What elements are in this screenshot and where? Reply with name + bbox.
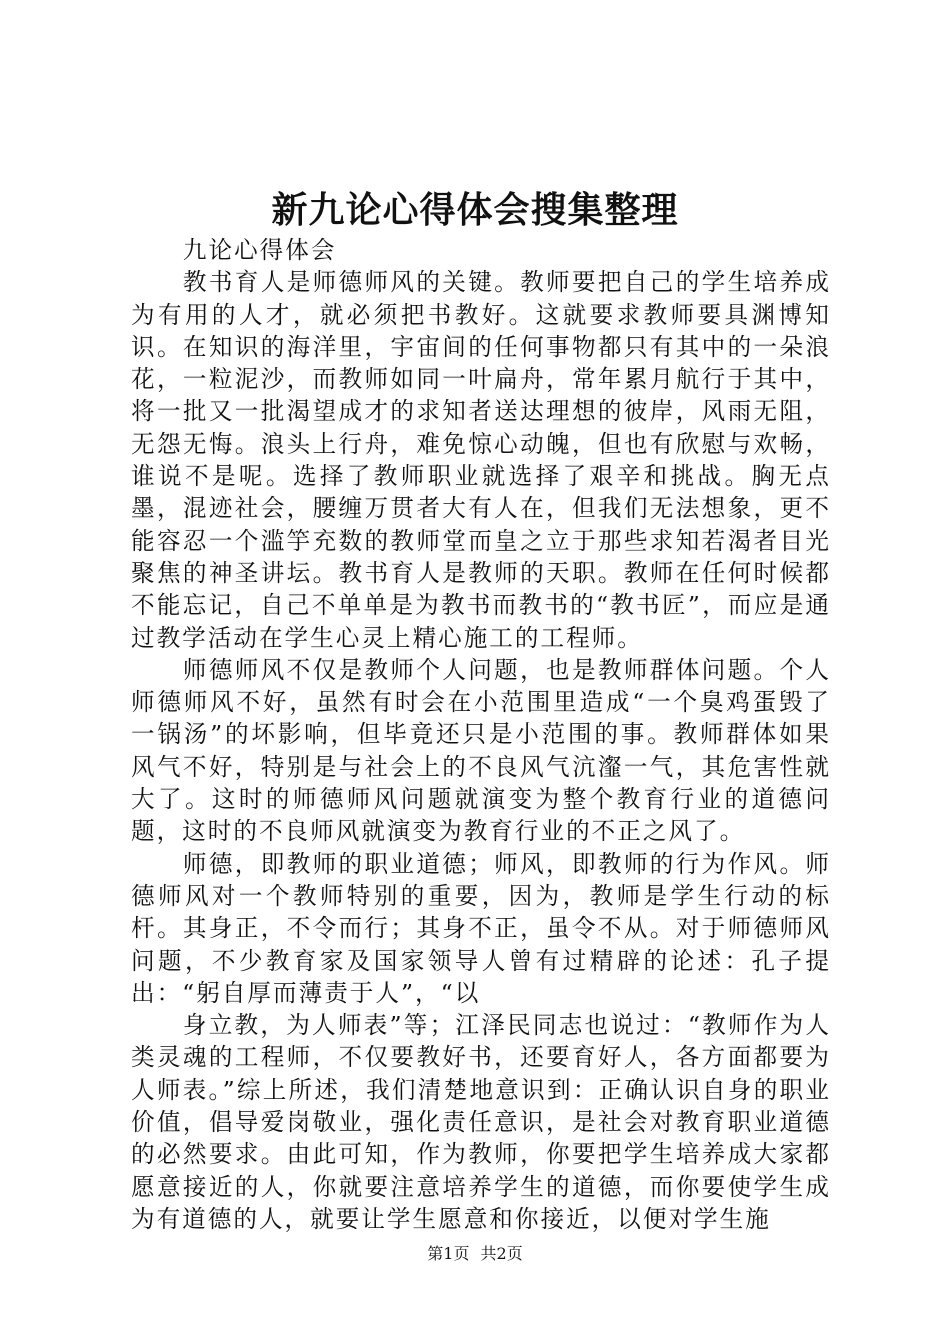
paragraph: 教书育人是师德师风的关键。教师要把自己的学生培养成为有用的人才，就必须把书教好。这就要求教师要具渊博知识。在知识的海洋里，宇宙间的任何事物都只有其中的一朵浪花，一粒泥沙，而教师如同一叶扁舟，常年累月航行于其中，将一批又一批渴望成才的求知者送达理想的彼岸，风雨无阻，无怨无悔。浪头上行舟，难免惊心动魄，但也有欣慰与欢畅，谁说不是呢。选择了教师职业就选择了艰辛和挑战。胸无点墨，混迹社会，腰缠万贯者大有人在，但我们无法想象，更不能容忍一个滥竽充数的教师堂而皇之立于那些求知若渴者目光聚焦的神圣讲坛。教书育人是教师的天职。教师在任何时候都不能忘记，自己不单单是为教书而教书的“教书匠”，而应是通过教学活动在学生心灵上精心施工的工程师。 [131, 268, 831, 652]
page-total: 共2页 [480, 1244, 523, 1263]
paragraph: 师德师风不仅是教师个人问题，也是教师群体问题。个人师德师风不好，虽然有时会在小范围里造成“一个臭鸡蛋毁了一锅汤”的坏影响，但毕竟还只是小范围的事。教师群体如果风气不好，特别是与社会上的不良风气沆瀣一气，其危害性就大了。这时的师德师风问题就演变为整个教育行业的道德问题，这时的不良师风就演变为教育行业的不正之风了。 [131, 655, 831, 846]
page-footer [0, 1243, 950, 1265]
paragraph: 身立教，为人师表”等；江泽民同志也说过：“教师作为人类灵魂的工程师，不仅要教好书，还要育好人，各方面都要为人师表。”综上所述，我们清楚地意识到：正确认识自身的职业价值，倡导爱岗敬业，强化责任意识，是社会对教育职业道德的必然要求。由此可知，作为教师，你要把学生培养成大家都愿意接近的人，你就要注意培养学生的道德，而你要使学生成为有道德的人，就要让学生愿意和你接近，以便对学生施 [131, 1011, 831, 1233]
document-body [131, 234, 831, 1235]
paragraph: 师德，即教师的职业道德；师风，即教师的行为作风。师德师风对一个教师特别的重要，因为，教师是学生行动的标杆。其身正，不令而行；其身不正，虽令不从。对于师德师风问题，不少教育家及国家领导人曾有过精辟的论述：孔子提出：“躬自厚而薄责于人”，“以 [131, 849, 831, 1007]
page-number: 第1页 [427, 1244, 470, 1263]
document-title: 新九论心得体会搜集整理 [271, 189, 679, 231]
paragraph-subtitle: 九论心得体会 [182, 236, 337, 264]
